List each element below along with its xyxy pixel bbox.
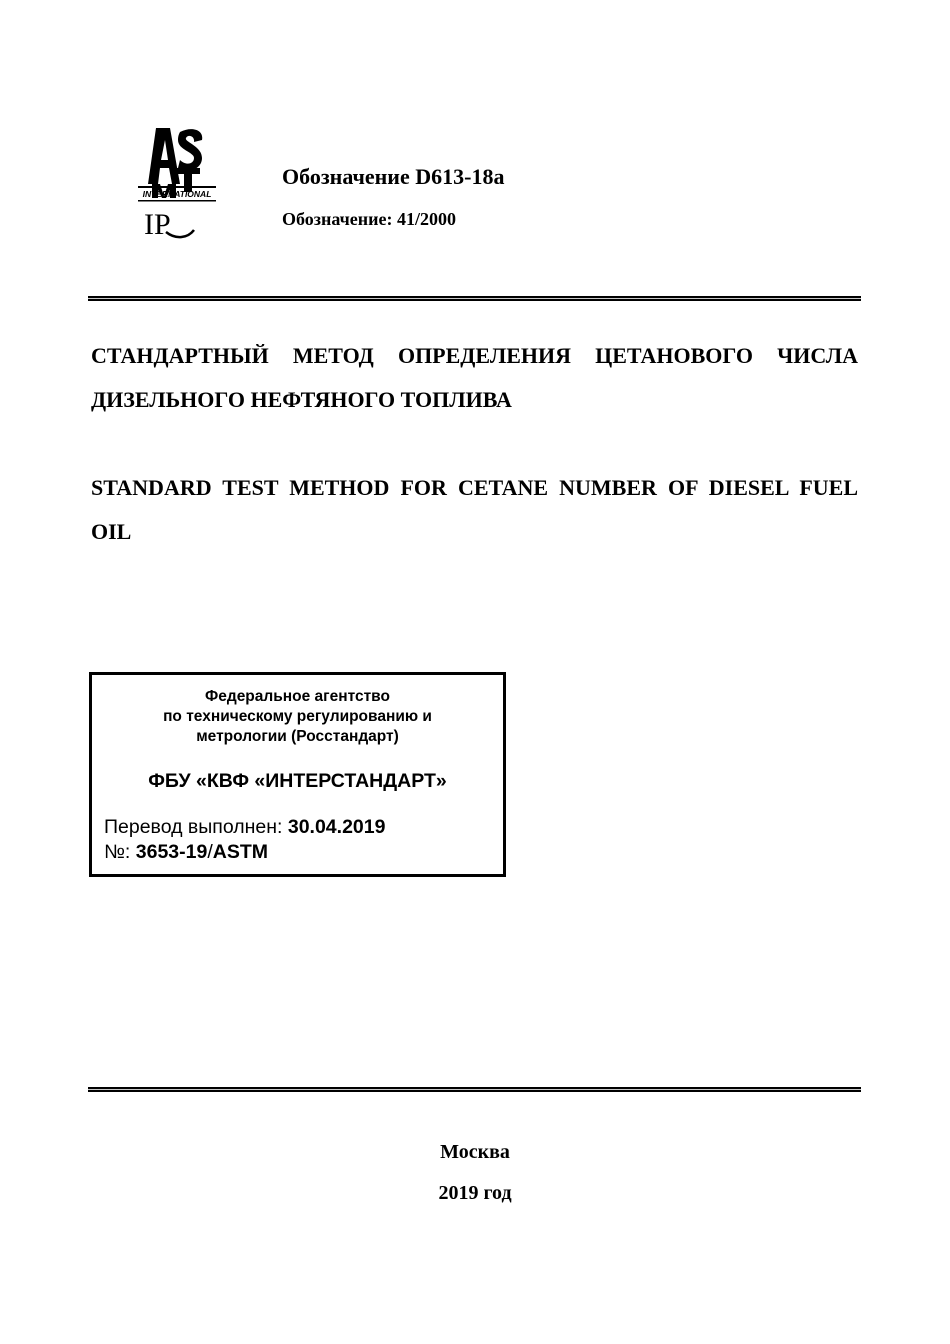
number-separator: /	[207, 841, 213, 863]
translation-stamp	[89, 672, 506, 877]
stamp-agency-line: метрологии (Росстандарт)	[196, 728, 399, 745]
standard-designation: Обозначение D613-18a	[282, 164, 505, 189]
stamp-agency-line: по техническому регулированию и	[163, 708, 432, 725]
stamp-number-line	[104, 840, 268, 864]
logo-international-text: INTERNATIONAL	[142, 189, 212, 199]
publication-city: Москва	[440, 1141, 510, 1163]
stamp-translation-date-line	[104, 815, 385, 839]
stamp-agency	[92, 687, 503, 747]
title-english: STANDARD TEST METHOD FOR CETANE NUMBER OF DIESEL FUEL OIL	[91, 475, 858, 544]
publication-year: 2019 год	[438, 1182, 512, 1204]
astm-logo-icon	[136, 124, 220, 242]
translation-label: Перевод выполнен:	[104, 816, 288, 838]
stamp-agency-line: Федеральное агентство	[205, 688, 390, 705]
ip-designation: Обозначение: 41/2000	[282, 209, 457, 229]
number-suffix: ASTM	[212, 841, 269, 863]
bottom-divider	[88, 1087, 861, 1092]
number-value: 3653-19	[135, 841, 208, 863]
logo-ip-text: IP	[144, 208, 171, 241]
top-divider	[88, 296, 861, 301]
title-russian: СТАНДАРТНЫЙ МЕТОД ОПРЕДЕЛЕНИЯ ЦЕТАНОВОГО ЧИСЛА ДИЗЕЛЬНОГО НЕФТЯНОГО ТОПЛИВА	[91, 343, 858, 412]
astm-ip-logo	[136, 124, 220, 242]
stamp-organization: ФБУ «КВФ «ИНТЕРСТАНДАРТ»	[148, 770, 447, 792]
translation-date: 30.04.2019	[287, 816, 386, 838]
number-label: №:	[104, 841, 136, 863]
